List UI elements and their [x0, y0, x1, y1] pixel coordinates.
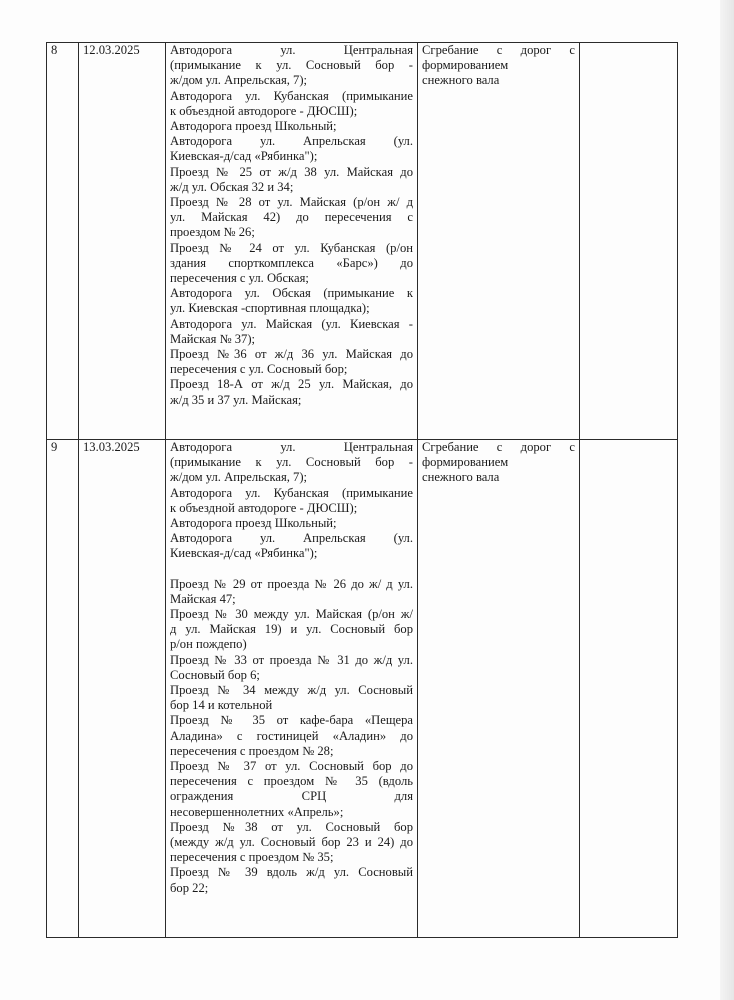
work-type-cell	[418, 43, 580, 440]
road-object-line: к объездной автодороге - ДЮСШ);	[170, 103, 358, 118]
road-object-line: пересечения с проездом № 35 (вдоль	[170, 774, 413, 789]
road-object-line: Автодорога ул. Майская (ул. Киевская -	[170, 316, 413, 331]
road-object-line: Проезд 18-А от ж/д 25 ул. Майская, до	[170, 377, 413, 392]
road-object-line: Автодорога ул. Кубанская (примыкание	[170, 485, 413, 500]
work-type-line: Сгребание с дорог с	[422, 43, 575, 57]
road-objects-cell	[166, 440, 418, 938]
work-type-line: снежного вала	[422, 73, 500, 88]
road-object-line: Проезд № 34 между ж/д ул. Сосновый	[170, 683, 413, 698]
page-edge-shadow	[720, 0, 734, 1000]
road-object-line: пересечения с ул. Обская;	[170, 271, 309, 286]
row-date: 13.03.2025	[79, 440, 166, 938]
road-object-line: ограждения СРЦ для	[170, 789, 413, 804]
road-object-line: Проезд № 39 вдоль ж/д ул. Сосновый	[170, 865, 413, 880]
road-object-line: Автодорога проезд Школьный;	[170, 119, 337, 134]
work-type-line: снежного вала	[422, 470, 500, 485]
road-object-line: Автодорога ул. Апрельская (ул.	[170, 134, 413, 149]
road-object-line: Проезд № 30 между ул. Майская (р/он ж/	[170, 607, 413, 622]
road-object-line: пересечения с ул. Сосновый бор;	[170, 362, 348, 377]
table-row	[47, 43, 678, 440]
road-object-line: несовершеннолетних «Апрель»;	[170, 804, 344, 819]
road-objects-cell	[166, 43, 418, 440]
road-object-line: Автодорога ул. Апрельская (ул.	[170, 531, 413, 546]
work-type-line: формированием	[422, 58, 509, 73]
road-object-line: Майская № 37);	[170, 331, 256, 346]
road-object-line: Автодорога проезд Школьный;	[170, 516, 337, 531]
road-object-line: Автодорога ул. Кубанская (примыкание	[170, 88, 413, 103]
road-object-line: здания спорткомплекса «Барс») до	[170, 255, 413, 270]
road-object-line: д ул. Майская 19) и ул. Сосновый бор	[170, 622, 413, 637]
road-object-line: Проезд № 29 от проезда № 26 до ж/ д ул.	[170, 576, 413, 591]
row-number: 9	[47, 440, 79, 938]
work-type-line: формированием	[422, 455, 509, 470]
road-object-line: Проезд № 28 от ул. Майская (р/он ж/ д	[170, 195, 413, 210]
row-number: 8	[47, 43, 79, 440]
road-object-line: Автодорога ул. Центральная	[170, 440, 413, 454]
road-object-line: ж/д 35 и 37 ул. Майская;	[170, 392, 302, 407]
road-object-line: Киевская-д/сад «Рябинка");	[170, 546, 318, 561]
road-object-line: пересечения с проездом № 28;	[170, 743, 334, 758]
road-object-line: Проезд №36 от ж/д 36 ул. Майская до	[170, 347, 413, 362]
road-object-line: к объездной автодороге - ДЮСШ);	[170, 500, 358, 515]
road-object-line: Проезд № 37 от ул. Сосновый бор до	[170, 759, 413, 774]
road-object-line: Проезд № 35 от кафе-бара «Пещера	[170, 713, 413, 728]
road-object-line: бор 14 и котельной	[170, 698, 273, 713]
road-object-line: (примыкание к ул. Сосновый бор -	[170, 58, 413, 73]
row-date: 12.03.2025	[79, 43, 166, 440]
road-object-line: пересечения с проездом № 35;	[170, 850, 334, 865]
road-object-line: Автодорога ул. Обская (примыкание к	[170, 286, 413, 301]
road-object-line: Проезд №38 от ул. Сосновый бор	[170, 819, 413, 834]
road-object-line: Сосновый бор 6;	[170, 667, 260, 682]
table-row	[47, 440, 678, 938]
road-object-line: бор 22;	[170, 880, 209, 895]
road-object-line: ж/д ул. Обская 32 и 34;	[170, 179, 294, 194]
road-object-line: Автодорога ул. Центральная	[170, 43, 413, 57]
road-object-line: (между ж/д ул. Сосновый бор 23 и 24) до	[170, 835, 413, 850]
road-object-line: Аладина» с гостиницей «Аладин» до	[170, 728, 413, 743]
road-object-line: ж/дом ул. Апрельская, 7);	[170, 73, 308, 88]
road-object-line: (примыкание к ул. Сосновый бор -	[170, 455, 413, 470]
road-object-line: р/он пождепо)	[170, 637, 247, 652]
road-object-line: Киевская-д/сад «Рябинка");	[170, 149, 318, 164]
road-object-line: ул. Киевская -спортивная площадка);	[170, 301, 370, 316]
road-object-line: ул. Майская 42) до пересечения с	[170, 210, 413, 225]
road-object-line: проездом № 26;	[170, 225, 255, 240]
empty-cell	[580, 440, 678, 938]
road-object-line: Проезд № 24 от ул. Кубанская (р/он	[170, 240, 413, 255]
road-object-line: Проезд № 25 от ж/д 38 ул. Майская до	[170, 164, 413, 179]
blank-line	[170, 562, 413, 577]
work-type-cell	[418, 440, 580, 938]
road-object-line: ж/дом ул. Апрельская, 7);	[170, 470, 308, 485]
work-type-line: Сгребание с дорог с	[422, 440, 575, 454]
empty-cell	[580, 43, 678, 440]
road-object-line: Майская 47;	[170, 591, 236, 606]
road-object-line: Проезд № 33 от проезда № 31 до ж/д ул.	[170, 652, 413, 667]
schedule-table	[46, 42, 678, 938]
